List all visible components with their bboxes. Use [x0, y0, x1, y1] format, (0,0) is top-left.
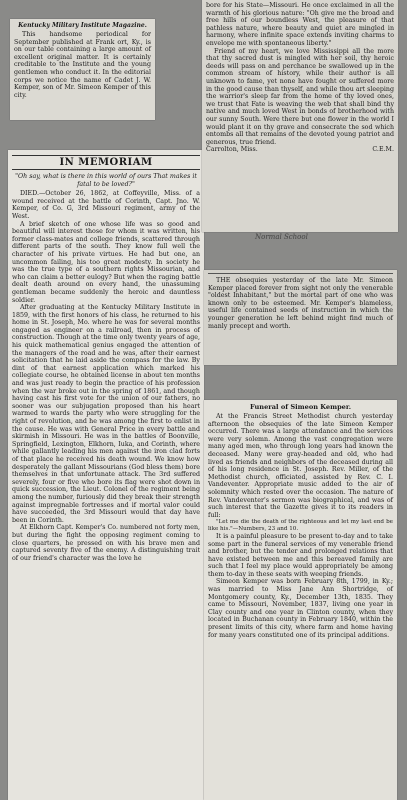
- obsequies-clipping: [204, 270, 397, 365]
- magazine-clipping: [10, 19, 155, 120]
- memoriam-paragraph: At Elkhorn Capt. Kemper's Co. numbered not forty men, but during the fight the opposing regiment coming to close quarters, he pressed on with his brave men and captured seventy five of the enemy. A distinguishing trait of our friend's character was the love he: [12, 524, 200, 562]
- continued-paragraph: Friend of my heart, we love Mississippi all the more that thy sacred dust is mingled with her soil, thy heroic deeds will pass on and perchance be swallowed up in the common stream of history, while their author is all unknown to fame, yet none have fought or suffered more in the good cause than thyself, and while thou art sleeping the warrior's sleep far from the home of thy loved ones, we trust that Fate is weaving the web that shall bind thy native and much loved West in bonds of brotherhood with our sunny South. Were there but one flower in the world I would plant it on thy grave and consecrate the sod which entombs all that remains of the devoted young patriot and generous, true friend.: [206, 47, 394, 146]
- funeral-clipping: [204, 400, 397, 800]
- memoriam-paragraph: A brief sketch of one whose life was so good and beautiful will interest those for whom it was written, his former class-mates and college friends, scattered through different parts of the south. They know full well the character of his private virtues. He had but one, an uncommon failing, his too great modesty. In society he was the true type of a southern rights Missourian, and who can claim a better eulogy? But when the raging battle dealt death around on every hand, the unassuming gentleman became suddenly the heroic and dauntless soldier.: [12, 220, 200, 304]
- funeral-paragraph: Simeon Kemper was born February 8th, 1799, in Ky.; was married to Miss Jane Ann Shortridge, of Montgomery county, Ky., December 13th, 1835. They came to Missouri, November, 1837, living one year in Clay county and one year in Clinton county, when they located in Buchanan county in February 1840, within the present limits of this city, where farm and home having for many years constituted one of its principal additions.: [208, 578, 393, 639]
- magazine-body: This handsome periodical for September published at Frank ort, Ky., is on our table containing a large amount of excellent original matter. It is certainly creditable to the Institute and the young gentlemen who conduct it. In the editorial corps we notice the name of Cadet J. W. Kemper, son of Mr. Simeon Kemper of this city.: [14, 31, 151, 99]
- signature: C.E.M.: [372, 146, 394, 154]
- memoriam-paragraph: After graduating at the Kentucky Military Institute in 1859, with the first honors of his class, he returned to his home in St. Joseph, Mo. where he was for several months engaged as engineer on a railroad, then in process of construction. Though at the time only twenty years of age, his quick mathematical genius engaged the attention of the managers of the road and he was, after their earnest solicitation that he laid aside the compass for the law. By dint of that earnest application which marked his collegiate course, he obtained license in about ten months and was just ready to begin the practice of his profession when the war broke out in the spring of 1861, and though having cast his first vote for the union of our fathers, no sooner was our subjugation proposed than his heart warmed to wards the party who were struggling for the right of revolution, and he was among the first to enlist in the cause. He was with General Price in every battle and skirmish in Missouri. He was in the battles of Boonville, Springfield, Lexington, Elkhorn, Iuka, and Corinth, where while gallantly leading his men against the iron clad forts of that place he received his death wound. We know how desperately the gallant Missourians (God bless them) bore themselves in that unfortunate attack. The 3rd suffered severely, four or five who bore its flag were shot down in quick succession, the Lieut. Colonel of the regiment being among the number, furiously did they break their strength against impregnable fortresses and if mortal valor could have succeeded, the 3rd Missouri would that day have been in Corinth.: [12, 304, 200, 524]
- normal-school-fragment: Normal School: [255, 233, 308, 241]
- funeral-heading: Funeral of Simeon Kemper.: [249, 403, 352, 411]
- memoriam-quote: "Oh say, what is there in this world of ours That makes it fatal to be loved?": [15, 173, 197, 188]
- funeral-paragraph: At the Francis Street Methodist church yesterday afternoon the obsequies of the late Simeon Kemper occurred. There was a large attendance and the services were very solemn. Among the vast congregation were many aged men, who through long years had known the deceased. Many were gray-headed and old, who had lived as friends and neighbors of the deceased during all of his long residence in St. Joseph. Rev. Miller, of the Methodist church, officiated, assisted by Rev. C. I. Vandeventer. Appropriate music added to the air of solemnity which rested over the occasion. The nature of Rev. Vandeventer's sermon was biographical, and was of such interest that the Gazette gives it to its readers in full:: [208, 413, 393, 519]
- scripture-verse: "Let me die the death of the righteous and let my last end be like his."—Numbers, 23 and 10.: [208, 519, 393, 533]
- continued-paragraph: bore for his State—Missouri. He once exclaimed in all the warmth of his glorious nature: "Oh give me the broad and free hills of our boundless West, the pleasure of that pathless nature, where beauty and quiet are mingled in harmony, where infinite space extends inviting charms to envelope me with spontaneous liberty.": [206, 2, 394, 47]
- signature-line: [206, 146, 394, 154]
- obsequies-text: THE obsequies yesterday of the late Mr. Simeon Kemper placed forever from sight not only the venerable "oldest Inhabitant," but the mortal part of one who was known only to be esteemed. Mr. Kemper's blameless, useful life contained seeds of instruction in which the younger generation he left behind might find much of manly precept and worth.: [208, 277, 393, 330]
- memoriam-continued-clipping: [202, 0, 398, 232]
- place-line: Carrolton, Miss.: [206, 146, 258, 154]
- funeral-paragraph: It is a painful pleasure to be present to-day and to take some part in the funeral services of my venerable friend and brother, but the tender and prolonged relations that have existed between me and this bereaved family are such that I feel my place would appropriately be among them to-day in these seats with weeping friends.: [208, 532, 393, 578]
- memoriam-clipping: [8, 150, 204, 800]
- memoriam-title: IN MEMORIAM: [12, 155, 200, 170]
- memoriam-death-notice: DIED.—October 26, 1862, at Coffeyville, Miss. of a wound received at the battle of Corinth, Capt. Jno. W. Kemper, of Co. G, 3rd Missouri regiment, army of the West.: [12, 190, 200, 220]
- divider: [208, 273, 393, 274]
- magazine-heading: Kentucky Military Institute Magazine.: [18, 22, 147, 29]
